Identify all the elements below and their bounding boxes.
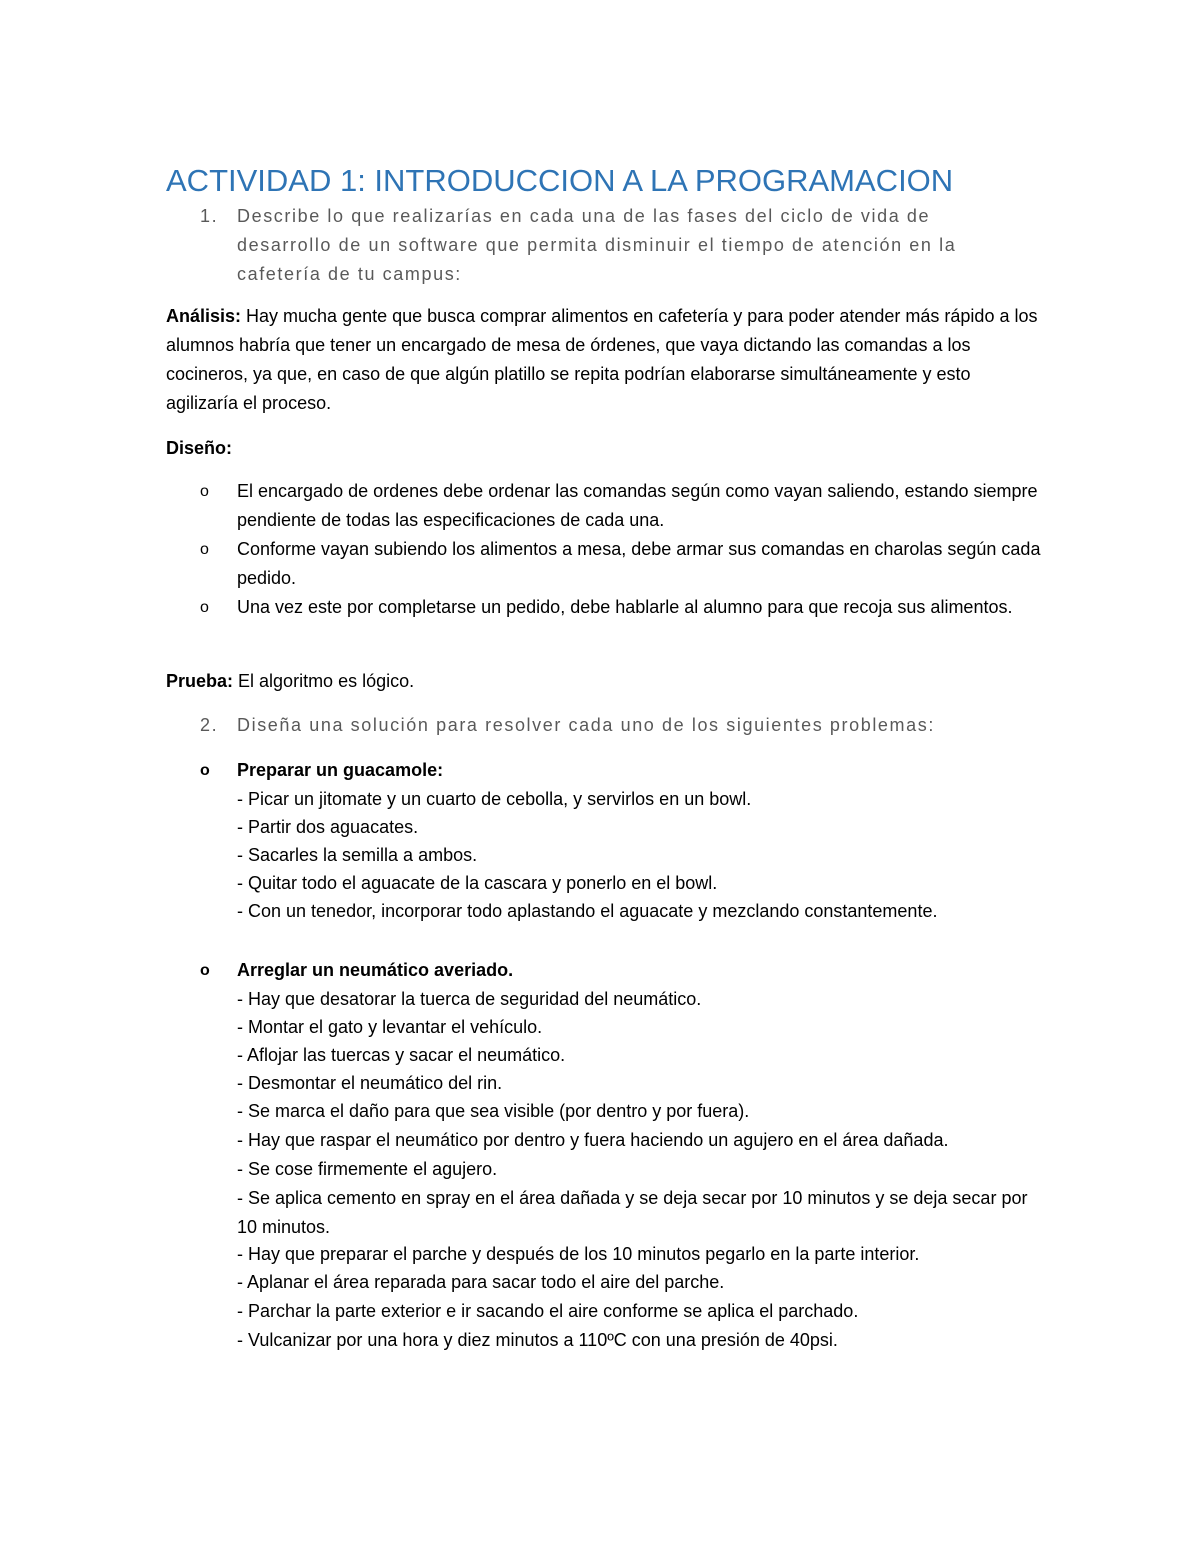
guacamole-heading-text: Preparar un guacamole:	[237, 760, 444, 780]
analisis-text: Hay mucha gente que busca comprar alimentos en cafetería y para poder atender más rápido a los alumnos habría que tener un encargado de mesa de órdenes, que vaya dictando las comandas a los cocineros, ya que, en caso de que algún platillo se repita podrían elaborarse simultáneamente y esto agilizaría el proceso.	[166, 306, 1038, 413]
prueba-text: El algoritmo es lógico.	[233, 671, 415, 691]
question-2-number: 2.	[200, 715, 219, 735]
diseno-item-text: Conforme vayan subiendo los alimentos a mesa, debe armar sus comandas en charolas según cada pedido.	[237, 539, 1041, 588]
prueba-label: Prueba:	[166, 671, 234, 691]
question-1-text: Describe lo que realizarías en cada una de las fases del ciclo de vida de desarrollo de un software que permita disminuir el tiempo de atención en la cafetería de tu campus:	[237, 206, 957, 284]
neumatico-step: - Hay que preparar el parche y después de los 10 minutos pegarlo en la parte interior.	[237, 1244, 920, 1264]
bullet-marker: o	[200, 483, 209, 500]
bullet-marker: o	[200, 541, 209, 558]
guacamole-step: - Con un tenedor, incorporar todo aplastando el aguacate y mezclando constantemente.	[237, 901, 938, 921]
diseno-label	[166, 434, 1046, 463]
neumatico-heading-text: Arreglar un neumático averiado.	[237, 960, 514, 980]
neumatico-step: - Montar el gato y levantar el vehículo.	[237, 1017, 543, 1037]
neumatico-step: - Parchar la parte exterior e ir sacando el aire conforme se aplica el parchado.	[237, 1301, 859, 1321]
guacamole-step: - Quitar todo el aguacate de la cascara y ponerlo en el bowl.	[237, 873, 718, 893]
analisis-label: Análisis:	[166, 306, 242, 326]
neumatico-step: - Se marca el daño para que sea visible (por dentro y por fuera).	[237, 1101, 750, 1121]
bullet-marker: o	[200, 762, 210, 779]
bullet-marker: o	[200, 962, 210, 979]
analisis-paragraph	[166, 302, 1046, 418]
diseno-item	[200, 535, 1050, 593]
guacamole-step: - Partir dos aguacates.	[237, 817, 419, 837]
guacamole-step: - Sacarles la semilla a ambos.	[237, 845, 478, 865]
question-1	[200, 202, 1030, 289]
neumatico-step: - Hay que desatorar la tuerca de seguridad del neumático.	[237, 989, 702, 1009]
prueba-paragraph	[166, 667, 1046, 696]
neumatico-step: - Aflojar las tuercas y sacar el neumático.	[237, 1045, 566, 1065]
neumatico-step: - Aplanar el área reparada para sacar todo el aire del parche.	[237, 1272, 725, 1292]
question-2	[200, 711, 1030, 740]
bullet-marker: o	[200, 599, 209, 616]
neumatico-step: - Se cose firmemente el agujero.	[237, 1159, 498, 1179]
diseno-item-text: El encargado de ordenes debe ordenar las comandas según como vayan saliendo, estando siempre pendiente de todas las especificaciones de cada una.	[237, 481, 1038, 530]
neumatico-step: - Se aplica cemento en spray en el área dañada y se deja secar por 10 minutos y se deja secar por 10 minutos.	[237, 1188, 1028, 1237]
question-2-text: Diseña una solución para resolver cada uno de los siguientes problemas:	[237, 715, 935, 735]
diseno-item	[200, 593, 1050, 622]
diseno-item-text: Una vez este por completarse un pedido, debe hablarle al alumno para que recoja sus alimentos.	[237, 597, 1013, 617]
guacamole-heading	[200, 756, 1050, 785]
guacamole-step: - Picar un jitomate y un cuarto de cebolla, y servirlos en un bowl.	[237, 789, 752, 809]
document-title: ACTIVIDAD 1: INTRODUCCION A LA PROGRAMACION	[166, 163, 954, 198]
neumatico-heading	[200, 956, 1050, 985]
question-1-number: 1.	[200, 206, 219, 226]
diseno-label-text: Diseño:	[166, 438, 233, 458]
neumatico-step: - Vulcanizar por una hora y diez minutos a 110ºC con una presión de 40psi.	[237, 1330, 838, 1350]
neumatico-step: - Hay que raspar el neumático por dentro y fuera haciendo un agujero en el área dañada.	[237, 1130, 949, 1150]
neumatico-step: - Desmontar el neumático del rin.	[237, 1073, 503, 1093]
diseno-item	[200, 477, 1050, 535]
